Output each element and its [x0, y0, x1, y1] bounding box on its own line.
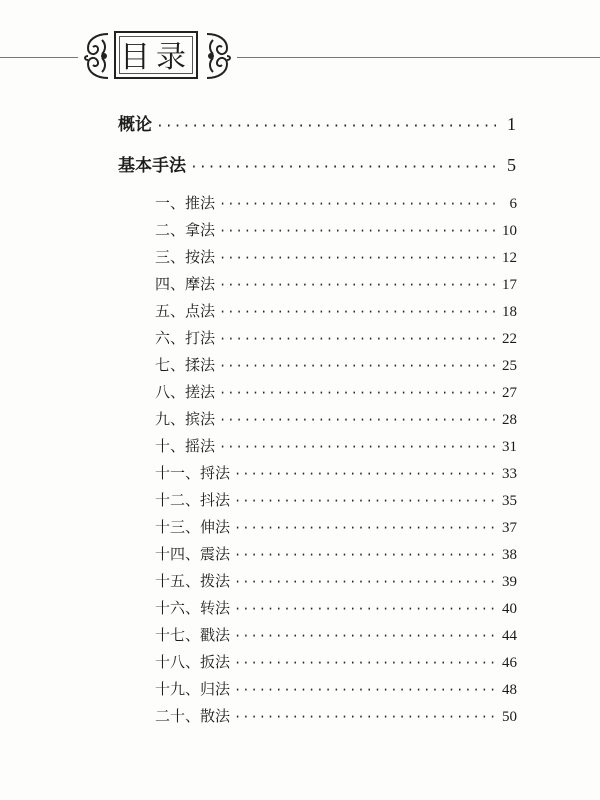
dot-leader — [219, 440, 495, 454]
toc-entry-label: 三、按法 — [155, 248, 216, 266]
toc-entry-label: 六、打法 — [155, 329, 216, 347]
toc-page-number: 31 — [502, 439, 517, 455]
toc-entry[interactable] — [155, 192, 517, 213]
dot-leader — [156, 119, 496, 134]
toc-page-number: 17 — [502, 277, 517, 293]
toc-entry[interactable] — [155, 678, 517, 699]
dot-leader — [219, 305, 495, 319]
dot-leader — [219, 413, 495, 427]
toc-entry[interactable] — [155, 381, 517, 402]
dot-leader — [219, 197, 495, 211]
dot-leader — [219, 332, 495, 346]
dot-leader — [219, 251, 495, 265]
toc-page-number: 28 — [502, 412, 517, 428]
dot-leader — [234, 521, 495, 535]
toc-entry[interactable] — [155, 705, 517, 726]
dot-leader — [234, 602, 495, 616]
toc-page-number: 39 — [502, 574, 517, 590]
toc-entry-label: 一、推法 — [155, 194, 216, 212]
header-rule-right — [237, 57, 600, 58]
toc-page-number: 12 — [502, 250, 517, 266]
toc-entry-label: 十九、归法 — [155, 680, 231, 698]
toc-entry-label: 九、摈法 — [155, 410, 216, 428]
toc-page-number: 35 — [502, 493, 517, 509]
toc-entry-label: 十四、震法 — [155, 545, 231, 563]
dot-leader — [219, 386, 495, 400]
toc-page-number: 25 — [502, 358, 517, 374]
toc-entry-overview[interactable] — [118, 110, 516, 135]
toc-entry[interactable] — [155, 597, 517, 618]
dot-leader — [234, 629, 495, 643]
toc-entry-label: 二十、散法 — [155, 707, 231, 725]
toc-entry-label: 概论 — [118, 115, 152, 135]
toc-entry[interactable] — [155, 300, 517, 321]
ornament-right-icon — [203, 30, 233, 82]
toc-entry-label: 基本手法 — [118, 156, 186, 176]
toc-entry[interactable] — [155, 273, 517, 294]
toc-page-number: 40 — [502, 601, 517, 617]
toc-page-number: 37 — [502, 520, 517, 536]
dot-leader — [219, 359, 495, 373]
dot-leader — [219, 224, 495, 238]
ornament-left-icon — [82, 30, 112, 82]
toc-page-number: 48 — [502, 682, 517, 698]
dot-leader — [234, 467, 495, 481]
toc-entry[interactable] — [155, 651, 517, 672]
dot-leader — [234, 710, 495, 724]
dot-leader — [234, 548, 495, 562]
toc-entry[interactable] — [155, 462, 517, 483]
toc-entry[interactable] — [155, 489, 517, 510]
toc-page-number: 22 — [502, 331, 517, 347]
toc-page-number: 18 — [502, 304, 517, 320]
toc-entry[interactable] — [155, 570, 517, 591]
dot-leader — [190, 160, 496, 175]
toc-entry-label: 四、摩法 — [155, 275, 216, 293]
toc-entry[interactable] — [155, 543, 517, 564]
toc-entry-label: 十二、抖法 — [155, 491, 231, 509]
toc-entry-label: 七、揉法 — [155, 356, 216, 374]
toc-page-number: 10 — [502, 223, 517, 239]
toc-page-number: 46 — [502, 655, 517, 671]
toc-page-number: 33 — [502, 466, 517, 482]
toc-page-number: 6 — [509, 196, 517, 212]
dot-leader — [234, 575, 495, 589]
toc-entry-label: 五、点法 — [155, 302, 216, 320]
toc-entry[interactable] — [155, 219, 517, 240]
toc-entry-label: 二、拿法 — [155, 221, 216, 239]
dot-leader — [234, 656, 495, 670]
dot-leader — [219, 278, 495, 292]
toc-page-number: 27 — [502, 385, 517, 401]
toc-entry-label: 十、摇法 — [155, 437, 216, 455]
toc-page-number: 5 — [507, 155, 516, 175]
toc-page-number: 1 — [507, 114, 516, 134]
toc-page-number: 50 — [502, 709, 517, 725]
toc-entry[interactable] — [155, 435, 517, 456]
toc-entry-label: 十七、戳法 — [155, 626, 231, 644]
dot-leader — [234, 494, 495, 508]
toc-entry-label: 十六、转法 — [155, 599, 231, 617]
toc-entry-label: 十一、捋法 — [155, 464, 231, 482]
toc-entry[interactable] — [155, 408, 517, 429]
toc-entry-basic-techniques[interactable] — [118, 151, 516, 176]
toc-page-number: 44 — [502, 628, 517, 644]
page-title: 目录 — [120, 40, 192, 75]
toc-entry[interactable] — [155, 327, 517, 348]
toc-entry[interactable] — [155, 624, 517, 645]
toc-page-number: 38 — [502, 547, 517, 563]
toc-entry-label: 八、搓法 — [155, 383, 216, 401]
toc-entry-label: 十三、伸法 — [155, 518, 231, 536]
toc-entry-label: 十八、扳法 — [155, 653, 231, 671]
toc-entry[interactable] — [155, 516, 517, 537]
header-rule-left — [0, 57, 78, 58]
title-frame — [114, 31, 198, 79]
toc-entry[interactable] — [155, 246, 517, 267]
toc-entry[interactable] — [155, 354, 517, 375]
toc-entry-label: 十五、拨法 — [155, 572, 231, 590]
dot-leader — [234, 683, 495, 697]
